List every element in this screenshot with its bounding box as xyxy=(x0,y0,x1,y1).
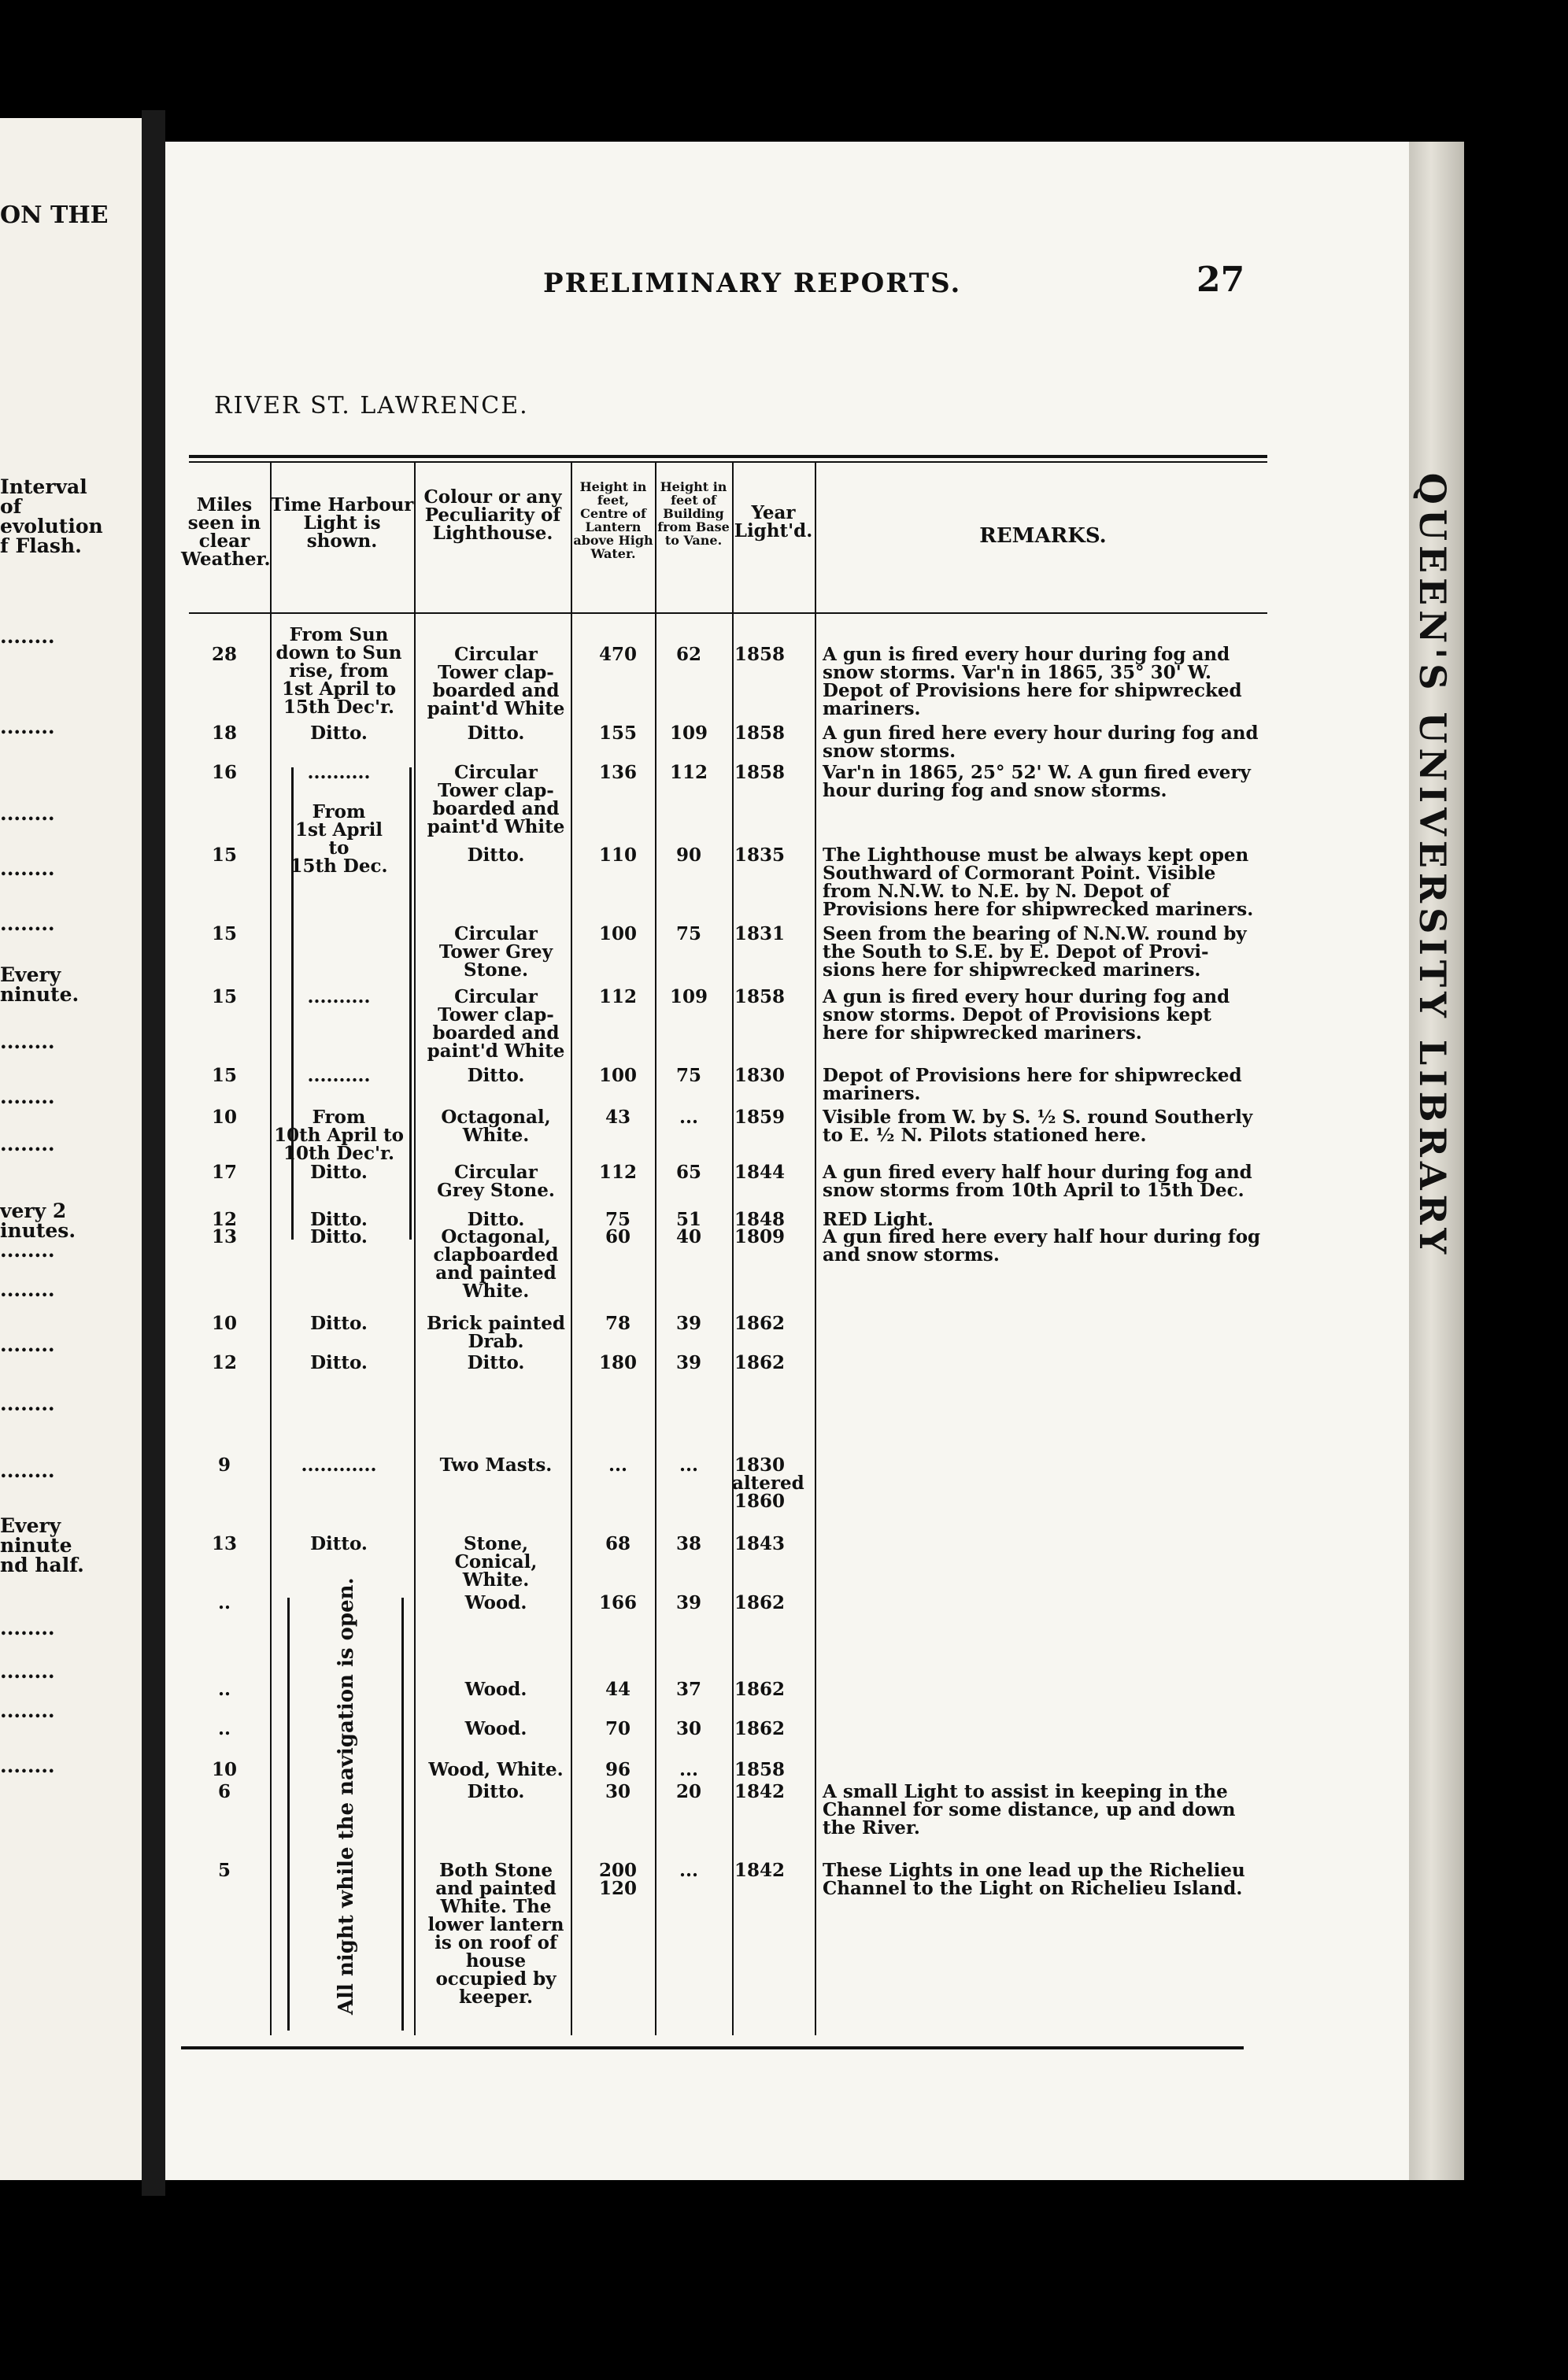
top-rule-thin xyxy=(189,461,1267,463)
cell-centre: 60 xyxy=(605,1226,631,1247)
cell-year: 1844 xyxy=(734,1162,785,1183)
left-page-line: inutes. xyxy=(0,1219,76,1242)
cell-miles: 15 xyxy=(211,844,237,866)
cell-remarks: Visible from W. by S. ½ S. round Southerly to E. ½ N. Pilots stationed here. xyxy=(823,1107,1253,1146)
library-stamp xyxy=(1413,394,1452,1338)
cell-centre: 180 xyxy=(598,1352,637,1373)
cell-year: 1862 xyxy=(734,1352,785,1373)
left-page-line: ........ xyxy=(0,1699,55,1722)
library-stamp-text: QUEEN'S UNIVERSITY LIBRARY xyxy=(1411,472,1454,1259)
cell-base: 62 xyxy=(675,644,701,665)
cell-year: 1862 xyxy=(734,1592,785,1613)
page-subtitle: RIVER ST. LAWRENCE. xyxy=(214,392,529,419)
left-page-line: ........ xyxy=(0,715,55,738)
cell-miles: 12 xyxy=(211,1352,237,1373)
cell-remarks: A gun fired here every half hour during fog and snow storms. xyxy=(823,1226,1261,1266)
top-rule xyxy=(189,455,1267,458)
left-page-line: ........ xyxy=(0,1239,55,1262)
cell-base: ... xyxy=(679,1107,699,1128)
cell-centre: 96 xyxy=(605,1759,631,1780)
cell-base: 112 xyxy=(669,762,708,783)
cell-base: 75 xyxy=(675,1065,701,1086)
cell-centre: ... xyxy=(608,1454,628,1476)
left-page-line: ........ xyxy=(0,857,55,880)
cell-year: 1830 altered 1860 xyxy=(732,1454,804,1512)
cell-miles: .. xyxy=(217,1718,231,1739)
cell-miles: 13 xyxy=(211,1226,237,1247)
cell-miles: .. xyxy=(217,1679,231,1700)
cell-year: 1862 xyxy=(734,1718,785,1739)
cell-colour: Circular Tower Grey Stone. xyxy=(438,923,553,981)
cell-remarks: A gun fired here every hour during fog and snow storms. xyxy=(823,722,1259,762)
cell-base: 90 xyxy=(675,844,701,866)
cell-time: Ditto. xyxy=(310,1313,368,1334)
cell-year: 1842 xyxy=(734,1860,785,1881)
bottom-rule xyxy=(181,2046,1244,2049)
cell-time: .......... xyxy=(307,986,371,1007)
cell-year: 1858 xyxy=(734,1759,785,1780)
cell-centre: 70 xyxy=(605,1718,631,1739)
left-page-line: Interval xyxy=(0,475,87,498)
cell-centre: 112 xyxy=(598,986,637,1007)
cell-year: 1859 xyxy=(734,1107,785,1128)
cell-colour: Ditto. xyxy=(467,1065,525,1086)
cell-year: 1809 xyxy=(734,1226,785,1247)
cell-base: 75 xyxy=(675,923,701,944)
page-number: 27 xyxy=(1196,260,1245,300)
cell-colour: Wood. xyxy=(464,1592,527,1613)
cell-time: .......... xyxy=(307,762,371,783)
cell-base: 37 xyxy=(675,1679,701,1700)
cell-time: Ditto. xyxy=(310,1533,368,1554)
cell-miles: 18 xyxy=(211,722,237,744)
cell-centre: 112 xyxy=(598,1162,637,1183)
cell-remarks: A gun is fired every hour during fog and snow storms. Depot of Provisions kept here for shipwrecked mariners. xyxy=(823,986,1230,1044)
cell-remarks: RED Light. xyxy=(823,1209,934,1230)
cell-colour: Octagonal, clapboarded and painted White. xyxy=(433,1226,559,1302)
cell-base: 65 xyxy=(675,1162,701,1183)
col-rule-3 xyxy=(571,461,572,2035)
running-head: PRELIMINARY REPORTS. xyxy=(543,268,962,299)
header-time: Time Harbour Light is shown. xyxy=(270,494,414,552)
cell-centre: 44 xyxy=(605,1679,631,1700)
cell-time: ............ xyxy=(301,1454,377,1476)
col-rule-6 xyxy=(815,461,816,2035)
cell-centre: 100 xyxy=(598,1065,637,1086)
left-page-line: f Flash. xyxy=(0,534,82,557)
cell-year: 1858 xyxy=(734,986,785,1007)
page xyxy=(165,142,1456,2180)
cell-colour: Circular Tower clap- boarded and paint'd White xyxy=(427,644,565,719)
cell-base: 109 xyxy=(669,986,708,1007)
cell-colour: Stone, Conical, White. xyxy=(454,1533,538,1591)
cell-miles: 15 xyxy=(211,986,237,1007)
header-height-centre: Height in feet, Centre of Lantern above High Water. xyxy=(573,479,653,561)
header-colour: Colour or any Peculiarity of Lighthouse. xyxy=(423,486,562,544)
cell-centre: 75 xyxy=(605,1209,631,1230)
cell-miles: 10 xyxy=(211,1313,237,1334)
left-page-line: of xyxy=(0,495,22,518)
cell-miles: 16 xyxy=(211,762,237,783)
cell-year: 1842 xyxy=(734,1781,785,1802)
cell-miles: 13 xyxy=(211,1533,237,1554)
left-page-line: ........ xyxy=(0,625,55,648)
cell-centre: 155 xyxy=(598,722,637,744)
left-page-line: ........ xyxy=(0,912,55,935)
left-page-line: ........ xyxy=(0,1133,55,1155)
cell-year: 1848 xyxy=(734,1209,785,1230)
cell-time: Ditto. xyxy=(310,1209,368,1230)
cell-colour: Wood. xyxy=(464,1718,527,1739)
cell-year: 1843 xyxy=(734,1533,785,1554)
cell-miles: 15 xyxy=(211,923,237,944)
cell-centre: 470 xyxy=(598,644,637,665)
left-page-line: ........ xyxy=(0,1392,55,1415)
cell-colour: Octagonal, White. xyxy=(441,1107,551,1146)
col-rule-2 xyxy=(414,461,416,2035)
cell-miles: 5 xyxy=(217,1860,231,1881)
cell-centre: 166 xyxy=(598,1592,637,1613)
cell-colour: Circular Grey Stone. xyxy=(437,1162,555,1201)
cell-centre: 78 xyxy=(605,1313,631,1334)
cell-year: 1858 xyxy=(734,644,785,665)
cell-remarks: A gun is fired every hour during fog and snow storms. Var'n in 1865, 35° 30' W. Depot of Provisions here for shipwrecked mariners. xyxy=(823,644,1242,719)
header-year: Year Light'd. xyxy=(734,502,813,541)
left-page-line: ninute xyxy=(0,1534,72,1557)
cell-centre: 110 xyxy=(598,844,637,866)
cell-base: 109 xyxy=(669,722,708,744)
brace-left-2 xyxy=(287,1598,298,2031)
cell-remarks: These Lights in one lead up the Richelieu Channel to the Light on Richelieu Island. xyxy=(823,1860,1245,1899)
left-page-line: ........ xyxy=(0,1617,55,1639)
left-page-line: ........ xyxy=(0,1660,55,1683)
left-page-line: ........ xyxy=(0,1278,55,1301)
cell-time: Ditto. xyxy=(310,1162,368,1183)
cell-miles: 17 xyxy=(211,1162,237,1183)
cell-year: 1858 xyxy=(734,762,785,783)
cell-base: 38 xyxy=(675,1533,701,1554)
header-miles: Miles seen in clear Weather. xyxy=(181,494,271,570)
left-page-line: ........ xyxy=(0,802,55,825)
cell-base: 30 xyxy=(675,1718,701,1739)
cell-centre: 43 xyxy=(605,1107,631,1128)
cell-miles: 10 xyxy=(211,1759,237,1780)
cell-time: From 1st April to 15th Dec. xyxy=(290,801,388,877)
brace-right-2 xyxy=(401,1598,412,2031)
cell-colour: Ditto. xyxy=(467,844,525,866)
cell-colour: Ditto. xyxy=(467,1781,525,1802)
cell-colour: Ditto. xyxy=(467,722,525,744)
cell-year: 1862 xyxy=(734,1313,785,1334)
brace-left-1 xyxy=(291,767,301,1240)
cell-time: From Sun down to Sun rise, from 1st April to 15th Dec'r. xyxy=(276,624,402,718)
left-page-line: ........ xyxy=(0,1459,55,1482)
left-page-line: ........ xyxy=(0,1030,55,1053)
cell-colour: Ditto. xyxy=(467,1209,525,1230)
cell-base: ... xyxy=(679,1454,699,1476)
cell-colour: Circular Tower clap- boarded and paint'd White xyxy=(427,986,565,1062)
header-height-base: Height in feet of Building from Base to Vane. xyxy=(657,479,730,548)
left-page-line: Every xyxy=(0,1514,61,1537)
cell-base: 40 xyxy=(675,1226,701,1247)
left-page-heading: ON THE xyxy=(0,201,109,229)
cell-base: 39 xyxy=(675,1592,701,1613)
cell-colour: Wood. xyxy=(464,1679,527,1700)
left-page-fragment xyxy=(0,118,142,2180)
header-remarks: REMARKS. xyxy=(979,524,1107,548)
cell-base: ... xyxy=(679,1759,699,1780)
cell-centre: 200 120 xyxy=(598,1860,637,1899)
cell-year: 1835 xyxy=(734,844,785,866)
cell-year: 1830 xyxy=(734,1065,785,1086)
cell-centre: 136 xyxy=(598,762,637,783)
cell-remarks: Depot of Provisions here for shipwrecked mariners. xyxy=(823,1065,1242,1104)
cell-colour: Brick painted Drab. xyxy=(426,1313,566,1352)
cell-miles: 6 xyxy=(217,1781,231,1802)
cell-miles: 10 xyxy=(211,1107,237,1128)
cell-time: Ditto. xyxy=(310,1352,368,1373)
vertical-note: All night while the navigation is open. xyxy=(335,1577,358,2015)
cell-miles: 12 xyxy=(211,1209,237,1230)
cell-time: From 10th April to 10th Dec'r. xyxy=(274,1107,404,1164)
cell-remarks: The Lighthouse must be always kept open Southward of Cormorant Point. Visible from N.N.W. to N.E. by N. Depot of Provisions here for shipwrecked mariners. xyxy=(823,844,1254,920)
cell-time: .......... xyxy=(307,1065,371,1086)
cell-remarks: A gun fired every half hour during fog and snow storms from 10th April to 15th Dec. xyxy=(823,1162,1252,1201)
cell-centre: 100 xyxy=(598,923,637,944)
left-page-line: ........ xyxy=(0,1085,55,1108)
cell-centre: 68 xyxy=(605,1533,631,1554)
header-rule xyxy=(189,612,1267,614)
left-page-line: ninute. xyxy=(0,983,80,1006)
left-page-line: ........ xyxy=(0,1333,55,1356)
cell-base: 51 xyxy=(675,1209,701,1230)
cell-year: 1858 xyxy=(734,722,785,744)
cell-remarks: Seen from the bearing of N.N.W. round by the South to S.E. by E. Depot of Provi- sions here for shipwrecked mariners. xyxy=(823,923,1247,981)
cell-colour: Ditto. xyxy=(467,1352,525,1373)
cell-colour: Two Masts. xyxy=(439,1454,553,1476)
cell-time: Ditto. xyxy=(310,722,368,744)
left-page-line: very 2 xyxy=(0,1199,67,1222)
cell-colour: Both Stone and painted White. The lower lantern is on roof of house occupied by keeper. xyxy=(427,1860,564,2008)
cell-year: 1831 xyxy=(734,923,785,944)
cell-time: Ditto. xyxy=(310,1226,368,1247)
cell-base: 20 xyxy=(675,1781,701,1802)
cell-miles: 9 xyxy=(217,1454,231,1476)
cell-year: 1862 xyxy=(734,1679,785,1700)
book-gutter xyxy=(142,110,165,2196)
left-page-line: ........ xyxy=(0,1754,55,1777)
cell-colour: Circular Tower clap- boarded and paint'd White xyxy=(427,762,565,837)
left-page-line: nd half. xyxy=(0,1554,84,1576)
cell-base: 39 xyxy=(675,1313,701,1334)
cell-base: ... xyxy=(679,1860,699,1881)
brace-right-1 xyxy=(409,767,420,1240)
cell-remarks: Var'n in 1865, 25° 52' W. A gun fired every hour during fog and snow storms. xyxy=(823,762,1251,801)
left-page-line: Every xyxy=(0,963,61,986)
cell-miles: 28 xyxy=(211,644,237,665)
cell-base: 39 xyxy=(675,1352,701,1373)
cell-remarks: A small Light to assist in keeping in the Channel for some distance, up and down the River. xyxy=(823,1781,1236,1839)
cell-centre: 30 xyxy=(605,1781,631,1802)
cell-miles: 15 xyxy=(211,1065,237,1086)
cell-colour: Wood, White. xyxy=(428,1759,564,1780)
left-page-line: evolution xyxy=(0,515,103,538)
cell-miles: .. xyxy=(217,1592,231,1613)
